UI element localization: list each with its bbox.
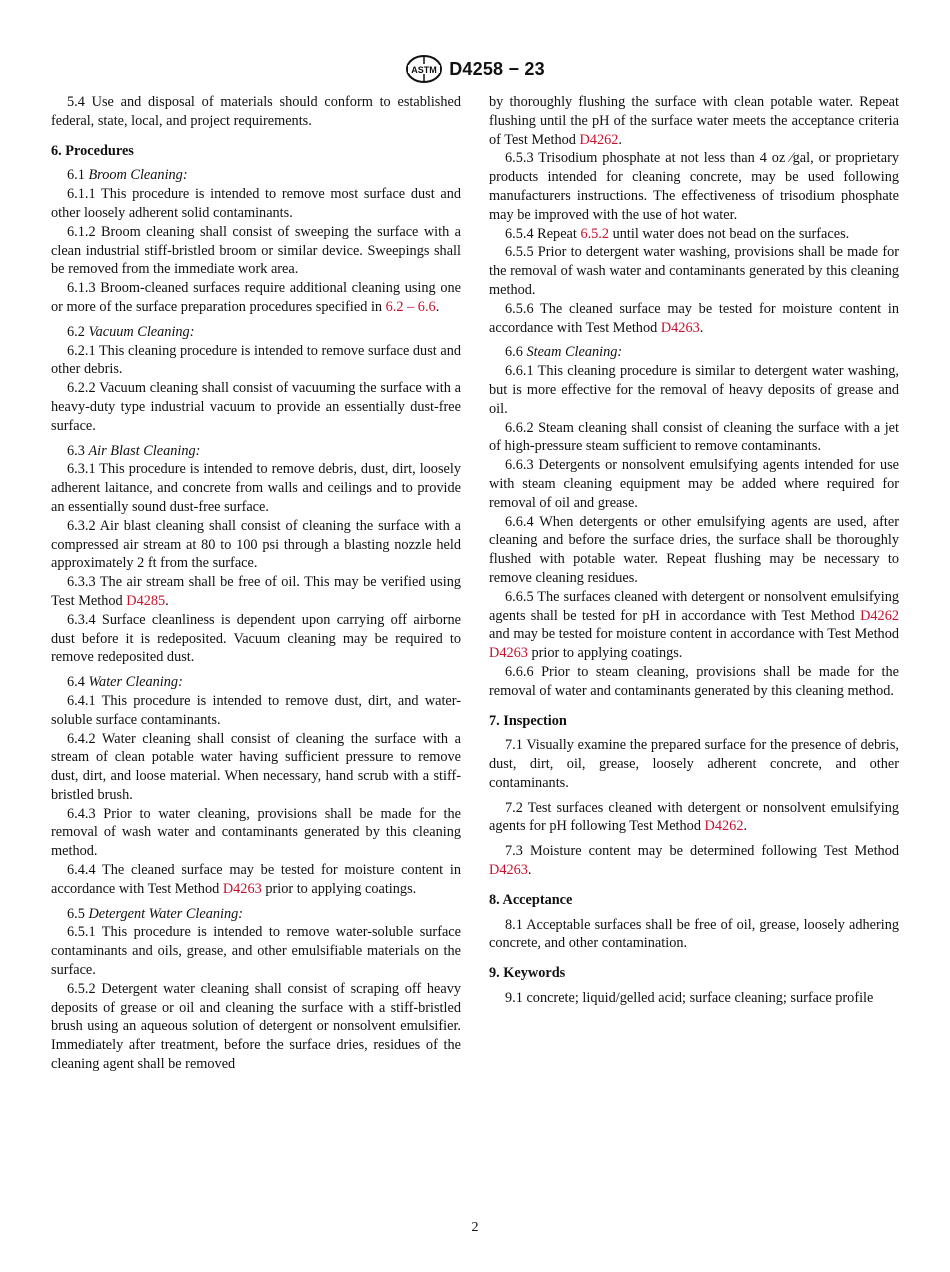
paragraph-6-4-4: 6.4.4 The cleaned surface may be tested for moisture content in accordance with Test Method D4263 prior to applying coatings. bbox=[51, 862, 461, 897]
paragraph-7-1: 7.1 Visually examine the prepared surface for the presence of debris, dust, dirt, oil, grease, loosely adherent concrete, and other contaminants. bbox=[489, 737, 899, 791]
document-id: D4258 − 23 bbox=[449, 58, 545, 79]
paragraph-6-2-1: 6.2.1 This cleaning procedure is intended to remove surface dust and other debris. bbox=[51, 342, 461, 378]
subsection-6-3: 6.3 Air Blast Cleaning: bbox=[67, 442, 201, 459]
paragraph-6-3-1: 6.3.1 This procedure is intended to remove debris, dust, dirt, loosely adherent laitance, and concrete from walls and ceilings and to provide an essentially sound dust-free surface. bbox=[51, 461, 461, 515]
section-heading-8: 8. Acceptance bbox=[489, 891, 573, 908]
paragraph-6-3-4: 6.3.4 Surface cleanliness is dependent upon carrying off airborne dust before it is redeposited. Vacuum cleaning may be required to remove redeposited dust. bbox=[51, 611, 461, 666]
astm-logo-icon bbox=[405, 54, 443, 84]
link-d4263[interactable]: D4263 bbox=[222, 880, 262, 897]
paragraph-6-6-2: 6.6.2 Steam cleaning shall consist of cleaning the surface with a jet of high-pressure steam sufficient to remove contaminants. bbox=[489, 419, 899, 455]
paragraph-6-4-2: 6.4.2 Water cleaning shall consist of cleaning the surface with a stream of clean potable water having sufficient pressure to remove dust, dirt, and loose material. When necessary, hand scrub with a stiff-bristled brush. bbox=[51, 730, 461, 803]
paragraph-9-1: 9.1 concrete; liquid/gelled acid; surface cleaning; surface profile bbox=[505, 990, 874, 1007]
link-6-5-2[interactable]: 6.5.2 bbox=[580, 225, 610, 242]
subsection-6-2: 6.2 Vacuum Cleaning: bbox=[67, 323, 195, 340]
paragraph-6-3-2: 6.3.2 Air blast cleaning shall consist of cleaning the surface with a compressed air stream at 80 to 100 psi through a blasting nozzle held approximately 2 ft from the surface. bbox=[51, 517, 461, 572]
paragraph-6-5-2-continued: by thoroughly flushing the surface with clean potable water. Repeat flushing until the pH of the surface water meets the acceptance criteria of Test Method D4262. bbox=[489, 94, 899, 148]
link-6-2-6-6[interactable]: 6.2 – 6.6 bbox=[385, 298, 436, 315]
section-heading-9: 9. Keywords bbox=[489, 965, 566, 982]
paragraph-6-5-3: 6.5.3 Trisodium phosphate at not less than 4 oz ⁄gal, or proprietary products intended for cleaning concrete, may be used following manufacturers instructions. The effectiveness of trisodium phosphate may be improved with the use of hot water. bbox=[489, 150, 899, 223]
paragraph-6-4-1: 6.4.1 This procedure is intended to remove dust, dirt, and water-soluble surface contaminants. bbox=[51, 692, 461, 728]
paragraph-6-6-4: 6.6.4 When detergents or other emulsifying agents are used, after cleaning and before the surface dries, the surface shall be thoroughly flushed with potable water. Repeat flushing may be necessary to remove cleaning residues. bbox=[489, 513, 899, 586]
link-d4262[interactable]: D4262 bbox=[579, 131, 619, 148]
paragraph-6-6-5: 6.6.5 The surfaces cleaned with detergent or nonsolvent emulsifying agents shall be tested for pH in accordance with Test Method D4262 and may be tested for moisture content in accordance with Test Method D4263 prior to applying coatings. bbox=[489, 588, 899, 662]
subsection-6-5: 6.5 Detergent Water Cleaning: bbox=[67, 905, 244, 922]
paragraph-5-4: 5.4 Use and disposal of materials should conform to established federal, state, local, and project requirements. bbox=[51, 94, 461, 129]
right-column bbox=[489, 93, 899, 1008]
subsection-6-6: 6.6 Steam Cleaning: bbox=[505, 344, 623, 361]
paragraph-6-4-3: 6.4.3 Prior to water cleaning, provisions shall be made for the removal of wash water and contaminants generated by this cleaning method. bbox=[51, 805, 461, 860]
subsection-6-1: 6.1 Broom Cleaning: bbox=[67, 167, 188, 184]
paragraph-6-6-6: 6.6.6 Prior to steam cleaning, provisions shall be made for the removal of water and contaminants generated by this cleaning method. bbox=[489, 663, 899, 699]
paragraph-6-5-5: 6.5.5 Prior to detergent water washing, provisions shall be made for the removal of wash water and contaminants generated by this cleaning method. bbox=[489, 244, 899, 298]
paragraph-6-1-2: 6.1.2 Broom cleaning shall consist of sweeping the surface with a clean industrial stiff-bristled broom or similar device. Sweepings shall be removed from the immediate work area. bbox=[51, 223, 461, 278]
paragraph-7-3: 7.3 Moisture content may be determined following Test Method D4263. bbox=[489, 843, 899, 879]
paragraph-6-5-2: 6.5.2 Detergent water cleaning shall consist of scraping off heavy deposits of grease or oil and cleaning the surface with a stiff-bristled brush using an aqueous solution of detergent or nonsolvent emulsifier. Immediately after treatment, before the surface dries, residues of the cleaning agent shall be removed bbox=[51, 980, 461, 1073]
paragraph-6-5-4: 6.5.4 Repeat 6.5.2 until water does not bead on the surfaces. bbox=[505, 225, 850, 242]
link-d4263[interactable]: D4263 bbox=[489, 645, 528, 662]
page-number: 2 bbox=[471, 1220, 479, 1235]
paragraph-6-2-2: 6.2.2 Vacuum cleaning shall consist of vacuuming the surface with a heavy-duty type industrial vacuum to provide an essentially dust-free surface. bbox=[51, 380, 461, 434]
page-header bbox=[0, 52, 950, 86]
link-d4262[interactable]: D4262 bbox=[860, 607, 899, 624]
left-column bbox=[51, 93, 461, 1074]
link-d4263[interactable]: D4263 bbox=[489, 862, 528, 879]
section-heading-6: 6. Procedures bbox=[51, 142, 134, 159]
paragraph-6-5-6: 6.5.6 The cleaned surface may be tested for moisture content in accordance with Test Method D4263. bbox=[489, 300, 899, 336]
paragraph-6-3-3: 6.3.3 The air stream shall be free of oil. This may be verified using Test Method D4285. bbox=[51, 574, 461, 609]
paragraph-6-5-1: 6.5.1 This procedure is intended to remove water-soluble surface contaminants and oils, grease, and other emulsifiable materials on the surface. bbox=[51, 924, 461, 979]
link-d4263[interactable]: D4263 bbox=[660, 319, 700, 336]
section-heading-7: 7. Inspection bbox=[489, 712, 567, 729]
paragraph-6-1-1: 6.1.1 This procedure is intended to remove most surface dust and other loosely adherent solid contaminants. bbox=[51, 186, 461, 221]
paragraph-8-1: 8.1 Acceptable surfaces shall be free of oil, grease, loosely adhering concrete, and other contamination. bbox=[489, 916, 899, 952]
paragraph-6-6-1: 6.6.1 This cleaning procedure is similar to detergent water washing, but is more effective for the removal of heavy deposits of grease and oil. bbox=[489, 363, 899, 417]
link-d4285[interactable]: D4285 bbox=[126, 592, 166, 609]
svg-text:ASTM: ASTM bbox=[411, 65, 437, 75]
link-d4262[interactable]: D4262 bbox=[704, 818, 744, 835]
subsection-6-4: 6.4 Water Cleaning: bbox=[67, 674, 183, 691]
paragraph-6-6-3: 6.6.3 Detergents or nonsolvent emulsifying agents intended for use with steam cleaning equipment may be added where required for removal of oil and grease. bbox=[489, 457, 899, 511]
paragraph-6-1-3: 6.1.3 Broom-cleaned surfaces require additional cleaning using one or more of the surface preparation procedures specified in 6.2 – 6.6. bbox=[51, 280, 461, 315]
paragraph-7-2: 7.2 Test surfaces cleaned with detergent or nonsolvent emulsifying agents for pH following Test Method D4262. bbox=[489, 799, 899, 835]
